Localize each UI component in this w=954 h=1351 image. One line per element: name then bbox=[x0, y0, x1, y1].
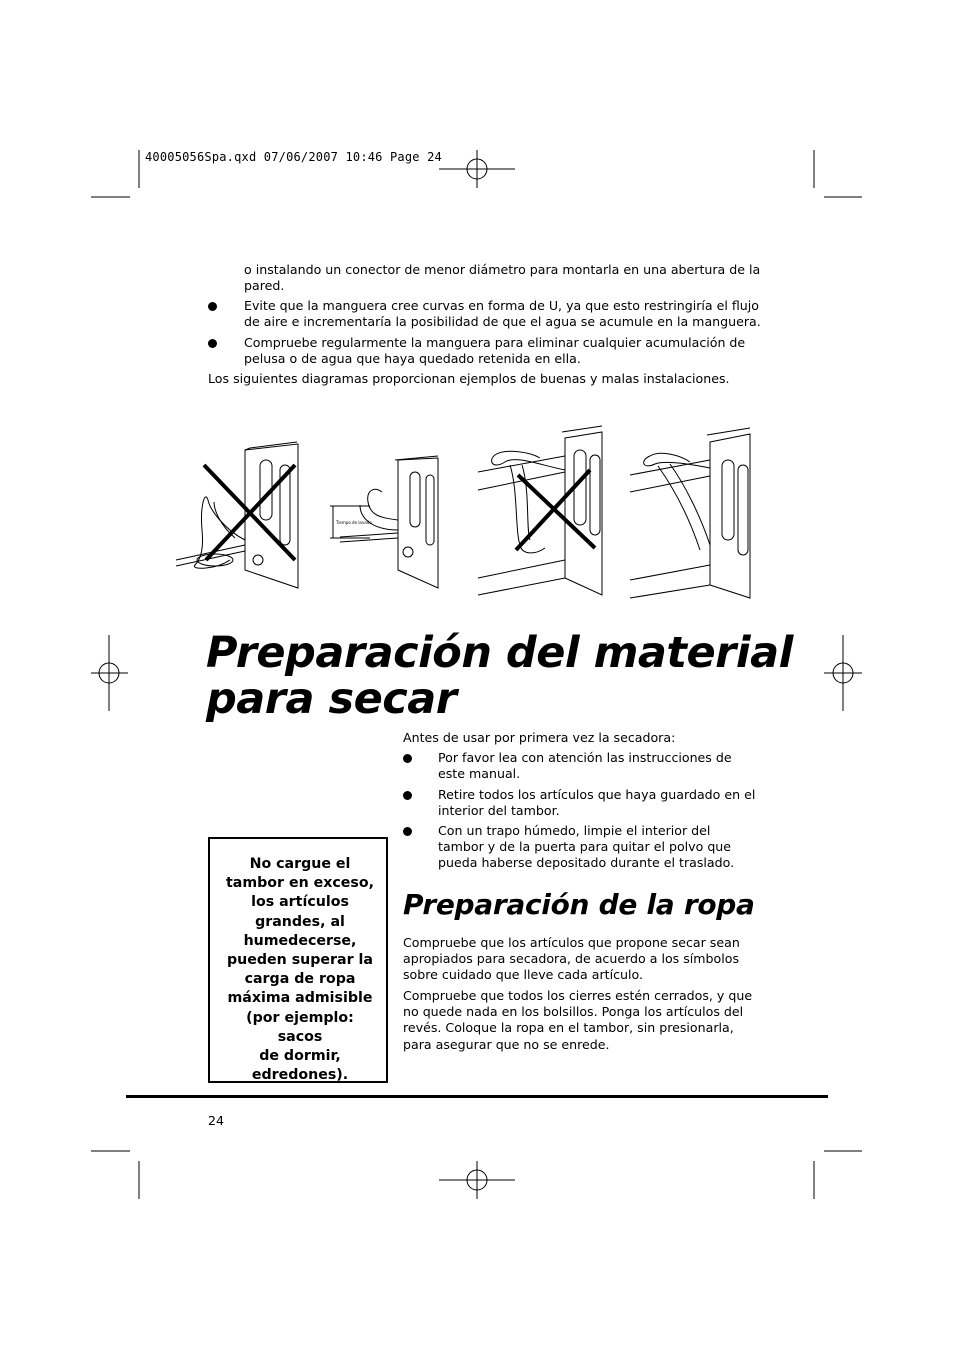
warning-box bbox=[208, 837, 388, 1083]
bullet-icon bbox=[403, 791, 412, 800]
page-title: Preparación del material para secar bbox=[206, 628, 793, 724]
diagram-good-straight bbox=[630, 428, 750, 598]
section2-para-2: Compruebe que todos los cierres estén cerrados, y que no quede nada en los bolsillos. Ponga los artículos del revés. Coloque la ropa en el tambor, sin presionarla, para asegurar que no se enrede. bbox=[403, 988, 753, 1052]
diagram-bad-u-bend bbox=[176, 442, 298, 588]
section1-lead: Antes de usar por primera vez la secadora: bbox=[403, 730, 676, 745]
bullet-icon bbox=[403, 754, 412, 763]
section2-para-1: Compruebe que los artículos que propone secar sean apropiados para secadora, de acuerdo a los símbolos sobre cuidado que lleve cada artículo. bbox=[403, 935, 740, 983]
bullet-icon bbox=[208, 302, 217, 311]
section1-bullet-2: Retire todos los artículos que haya guardado en el interior del tambor. bbox=[438, 787, 756, 819]
section1-bullet-3: Con un trapo húmedo, limpie el interior del tambor y de la puerta para quitar el polvo que pueda haberse depositado durante el traslado. bbox=[438, 823, 735, 871]
diagram-bad-drop bbox=[478, 426, 602, 595]
section-title-ropa: Preparación de la ropa bbox=[403, 888, 755, 921]
intro-continuation: o instalando un conector de menor diámetro para montarla en una abertura de la pared. bbox=[244, 262, 761, 294]
file-slug: 40005056Spa.qxd 07/06/2007 10:46 Page 24 bbox=[145, 150, 442, 164]
footer-rule bbox=[126, 1095, 828, 1098]
warning-text: No cargue el tambor en exceso, los artículos grandes, al humedecerse, pueden superar la carga de ropa máxima admisible (por ejemplo: sacos de dormir, edredones). bbox=[225, 856, 375, 1084]
page-number: 24 bbox=[208, 1113, 225, 1128]
intro-bullet-2: Compruebe regularmente la manguera para eliminar cualquier acumulación de pelusa o de agua que haya quedado retenida en ella. bbox=[244, 335, 746, 367]
diagrams-note: Los siguientes diagramas proporcionan ejemplos de buenas y malas instalaciones. bbox=[208, 371, 730, 386]
hose-height-label: Tiempo de lavado bbox=[336, 520, 372, 525]
intro-bullet-1: Evite que la manguera cree curvas en forma de U, ya que esto restringiría el flujo de aire e incrementaría la posibilidad de que el agua se acumule en la manguera. bbox=[244, 298, 761, 330]
bullet-icon bbox=[403, 827, 412, 836]
section1-bullet-1: Por favor lea con atención las instrucciones de este manual. bbox=[438, 750, 732, 782]
bullet-icon bbox=[208, 339, 217, 348]
installation-diagrams bbox=[170, 420, 770, 605]
